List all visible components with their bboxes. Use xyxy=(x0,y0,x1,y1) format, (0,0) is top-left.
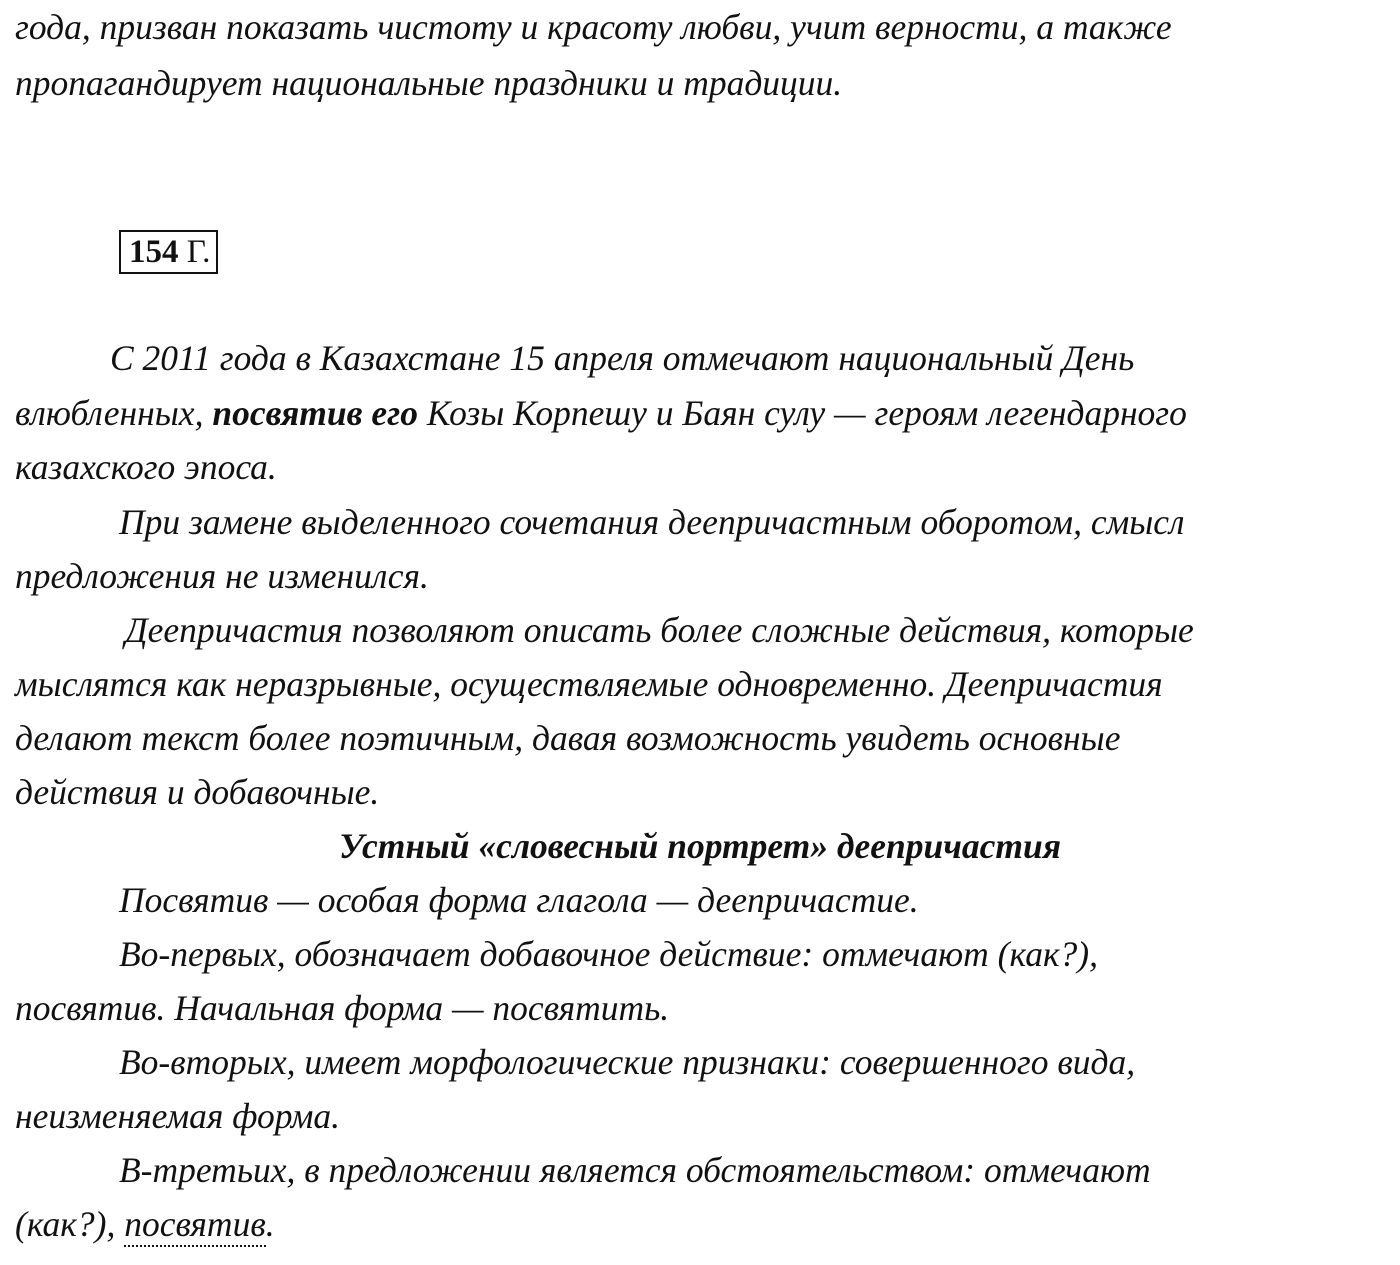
highlighted-phrase: посвятив его xyxy=(212,393,418,433)
text-line: Во-вторых, имеет морфологические признаки: совершенного вида, xyxy=(119,1042,1136,1082)
text-line: В-третьих, в предложении является обстоятельством: отмечают xyxy=(119,1150,1151,1190)
exercise-number-box xyxy=(119,230,218,274)
text-fragment: влюбленных, xyxy=(15,393,204,433)
text-line: казахского эпоса. xyxy=(15,447,277,487)
text-line: Посвятив — особая форма глагола — деепричастие. xyxy=(119,880,919,920)
exercise-letter: Г. xyxy=(186,234,211,270)
text-line: мыслятся как неразрывные, осуществляемые одновременно. Деепричастия xyxy=(15,664,1163,704)
text-line: предложения не изменился. xyxy=(15,556,429,596)
section-heading: Устный «словесный портрет» деепричастия xyxy=(338,826,1062,866)
text-line: года, призван показать чистоту и красоту любви, учит верности, а также xyxy=(15,7,1172,47)
text-line: При замене выделенного сочетания деепричастным оборотом, смысл xyxy=(119,502,1185,542)
text-line: делают текст более поэтичным, давая возможность увидеть основные xyxy=(15,718,1121,758)
text-fragment: (как?), xyxy=(15,1204,116,1244)
exercise-number: 154 xyxy=(129,234,179,270)
text-fragment: Козы Корпешу и Баян сулу — героям легендарного xyxy=(426,393,1187,433)
text-fragment: . xyxy=(265,1204,275,1244)
text-line: С 2011 года в Казахстане 15 апреля отмечают национальный День xyxy=(110,338,1135,378)
text-line: действия и добавочные. xyxy=(15,772,380,812)
text-line xyxy=(15,1204,275,1244)
text-line: посвятив. Начальная форма — посвятить. xyxy=(15,988,670,1028)
text-line: Деепричастия позволяют описать более сложные действия, которые xyxy=(125,610,1194,650)
text-line: пропагандирует национальные праздники и традиции. xyxy=(15,63,843,103)
text-line xyxy=(15,393,1187,433)
text-line: Во-первых, обозначает добавочное действие: отмечают (как?), xyxy=(119,934,1099,974)
text-line: неизменяемая форма. xyxy=(15,1096,341,1136)
underlined-word: посвятив xyxy=(124,1204,266,1247)
